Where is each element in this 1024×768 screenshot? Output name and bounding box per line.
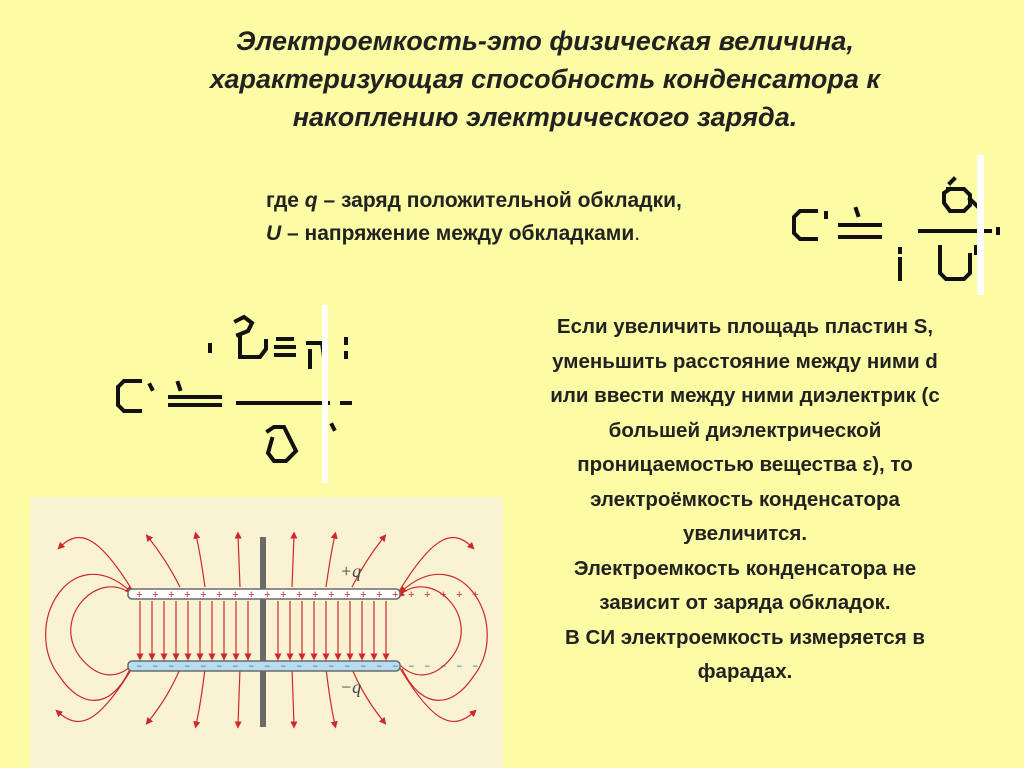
var-q: q: [304, 189, 318, 212]
property-line-3: или ввести между ними диэлектрик (с: [550, 384, 940, 407]
where-prefix: где: [266, 189, 305, 212]
where-line-1: [266, 184, 786, 217]
where-dot: .: [634, 222, 641, 245]
title-line-3: накоплению электрического заряда.: [292, 102, 798, 132]
property-line-5: проницаемостью вещества ε), то: [577, 453, 913, 476]
formula1-c-glyph: [794, 211, 816, 239]
property-line-1: Если увеличить площадь пластин S,: [556, 315, 934, 338]
title-line-1: Электроемкость-это физическая величина,: [236, 26, 854, 56]
where-line-2: [266, 217, 786, 250]
capacitance-formula-image: [780, 155, 1000, 300]
variable-explanation: [266, 184, 786, 250]
definition-heading: [150, 22, 940, 136]
formula2-c-glyph: [118, 381, 140, 411]
negative-charges: – – – – – – – – – – – – – – – – – – – – – –: [136, 661, 481, 673]
property-line-2: уменьшить расстояние между ними d: [552, 349, 938, 373]
central-rod: [260, 537, 266, 727]
fringe-field-lines: [46, 535, 488, 725]
property-line-8: Электроемкость конденсатора не: [573, 556, 917, 580]
minus-q-label: −q: [340, 677, 362, 697]
var-u: U: [266, 222, 282, 245]
capacitance-plate-formula-image: [110, 305, 360, 485]
capacitor-field-svg: [30, 497, 503, 768]
plus-q-label: +q: [340, 561, 362, 581]
positive-charges: + + + + + + + + + + + + + + + + + + + + + +: [136, 590, 481, 602]
property-line-7: увеличится.: [682, 522, 808, 545]
title-line-2: характеризующая способность конденсатора к: [209, 64, 881, 94]
capacitance-properties-text: [470, 310, 1020, 690]
property-line-11: фарадах.: [697, 660, 793, 683]
property-line-6: электроёмкость конденсатора: [590, 487, 900, 511]
where-q-desc: – заряд положительной обкладки,: [317, 189, 682, 212]
property-line-4: большей диэлектрической: [608, 418, 882, 442]
capacitor-field-diagram: [30, 497, 503, 768]
property-line-9: зависит от заряда обкладок.: [599, 591, 891, 614]
property-line-10: В СИ электроемкость измеряется в: [565, 625, 925, 649]
where-u-desc: – напряжение между обкладками: [281, 222, 635, 245]
